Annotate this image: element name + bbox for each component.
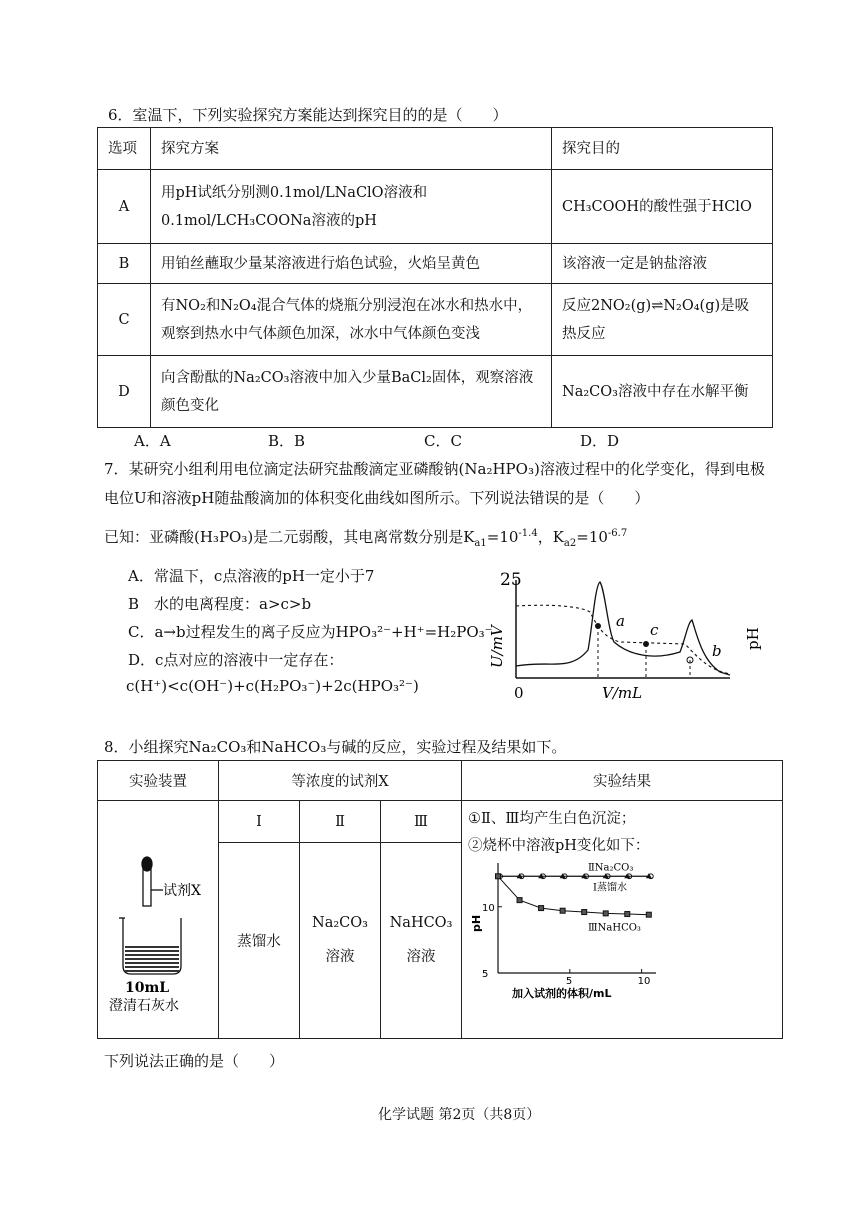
ph-chart-ytick-label: 5 (482, 969, 489, 980)
q6-row-c-plan: 有NO₂和N₂O₄混合气体的烧瓶分别浸泡在冰水和热水中，观察到热水中气体颜色加深，冰水中气体颜色变浅 (151, 284, 552, 356)
page-footer: 化学试题 第2页（共8页） (378, 1107, 541, 1123)
ph-point-nahco3 (560, 908, 565, 913)
q6-row-a-goal: CH₃COOH的酸性强于HClO (552, 170, 773, 244)
q6-choice-c: C．C (424, 432, 462, 450)
q7-option-b: B 水的电离程度：a>c>b (128, 595, 312, 613)
q7-ka1-exp: -1.4 (518, 528, 538, 539)
q8-reagent-1-line1: 蒸馏水 (237, 934, 281, 950)
q6-header-plan: 探究方案 (151, 128, 552, 170)
q7-label-c: c (650, 621, 659, 639)
q8-reagent-3-line2: 溶液 (406, 949, 436, 965)
q6-row-d-plan: 向含酚酞的Na₂CO₃溶液中加入少量BaCl₂固体，观察溶液颜色变化 (151, 356, 552, 428)
q6-row-d-option: D (98, 356, 151, 428)
q7-label-a: a (616, 612, 625, 630)
q6-row-b-goal: 该溶液一定是钠盐溶液 (552, 244, 773, 284)
q7-titration-graph (480, 560, 770, 715)
q7-known-text: 已知：亚磷酸(H₃PO₃)是二元弱酸，其电离常数分别是K (104, 528, 475, 546)
q7-k-sep: ，K (537, 528, 564, 546)
ph-series-label-3: ⅢNaHCO₃ (588, 922, 641, 934)
q8-stem: 8．小组探究Na₂CO₃和NaHCO₃与碱的反应，实验过程及结果如下。 (104, 738, 567, 756)
q7-stem-line1: 7．某研究小组利用电位滴定法研究盐酸滴定亚磷酸钠(Na₂HPO₃)溶液过程中的化学变化，得到电极 (104, 460, 765, 478)
q8-solution-label: 澄清石灰水 (109, 997, 179, 1014)
ph-point-nahco3 (603, 911, 608, 916)
q8-reagent-2-line2: 溶液 (325, 949, 355, 965)
q8-roman-2: Ⅱ (300, 801, 381, 843)
q8-reagent-2 (300, 843, 381, 1039)
q7-graph-xlabel: V/mL (602, 684, 643, 702)
q8-ph-chart (468, 855, 668, 1005)
q8-reagent-2-line1: Na₂CO₃ (312, 915, 368, 931)
q7-graph-origin: 0 (514, 684, 524, 702)
q8-result-2: ②烧杯中溶液pH变化如下： (468, 838, 650, 854)
q6-row-a-option: A (98, 170, 151, 244)
dropper-bulb (142, 857, 152, 871)
q6-choice-b: B．B (268, 432, 306, 450)
ph-chart-xtick-label: 10 (637, 976, 651, 987)
ph-chart-xtick-label: 5 (565, 976, 573, 987)
q8-roman-1: Ⅰ (219, 801, 300, 843)
ph-point-nahco3 (625, 912, 630, 917)
ph-chart-ylabel: pH (470, 914, 483, 932)
q8-reagent-3-line1: NaHCO₃ (389, 915, 453, 931)
q7-option-d-expression: c(H⁺)<c(OH⁻)+c(H₂PO₃⁻)+2c(HPO₃²⁻) (126, 677, 419, 695)
ph-chart-xlabel: 加入试剂的体积/mL (512, 987, 612, 1000)
q7-label-b: b (712, 642, 722, 660)
q6-choice-d: D．D (580, 432, 620, 450)
q7-ka2-val: =10 (576, 528, 608, 546)
q6-row-a-plan: 用pH试纸分别测0.1mol/LNaClO溶液和0.1mol/LCH₃COONa溶液的pH (151, 170, 552, 244)
ph-point-nahco3 (646, 912, 651, 917)
q7-ka2-exp: -6.7 (607, 528, 628, 539)
q7-ka1-sub: a1 (474, 538, 487, 549)
q8-tail: 下列说法正确的是（ ） (104, 1052, 285, 1070)
ph-chart-ytick-label: 10 (482, 902, 495, 914)
q7-point-a (595, 623, 601, 629)
q7-ka2-sub: a2 (563, 538, 577, 549)
q8-result-cell (462, 801, 783, 1039)
ph-series-label-1: ⅡNa₂CO₃ (588, 862, 634, 874)
ph-point-nahco3 (517, 898, 522, 903)
q7-graph-ylabel-right: pH (744, 627, 762, 650)
q6-table (97, 127, 773, 428)
q8-volume-label: 10mL (125, 979, 170, 996)
q8-header-result: 实验结果 (462, 761, 783, 801)
q6-choice-a: A．A (134, 432, 171, 450)
q8-reagent-label: 试剂X (163, 882, 201, 899)
q6-row-b-plan: 用铂丝蘸取少量某溶液进行焰色试验，火焰呈黄色 (151, 244, 552, 284)
q7-stem-line2: 电位U和溶液pH随盐酸滴加的体积变化曲线如图所示。下列说法错误的是（ ） (104, 489, 650, 507)
q7-known (104, 526, 627, 549)
q7-option-d: D．c点对应的溶液中一定存在： (128, 651, 344, 669)
q7-graph-ytop: 25 (500, 570, 522, 590)
q7-graph-ylabel: U/mV (488, 625, 506, 668)
beaker-liquid (125, 944, 179, 972)
ph-point-nahco3 (539, 906, 544, 911)
q8-roman-3: Ⅲ (381, 801, 462, 843)
ph-point-nahco3 (582, 910, 587, 915)
dropper-tube (143, 868, 151, 906)
q6-row-d-goal: Na₂CO₃溶液中存在水解平衡 (552, 356, 773, 428)
q6-header-option: 选项 (98, 128, 151, 170)
q8-header-setup: 实验装置 (98, 761, 219, 801)
q7-point-c (643, 641, 649, 647)
q6-row-c-goal: 反应2NO₂(g)⇌N₂O₄(g)是吸热反应 (552, 284, 773, 356)
q6-header-goal: 探究目的 (552, 128, 773, 170)
q8-header-reagent: 等浓度的试剂X (219, 761, 462, 801)
q8-result-1: ①Ⅱ、Ⅲ均产生白色沉淀； (468, 811, 636, 827)
ph-series-label-2: Ⅰ蒸馏水 (593, 882, 627, 894)
q8-reagent-3 (381, 843, 462, 1039)
q8-apparatus-drawing (99, 818, 217, 1018)
q6-row-c-option: C (98, 284, 151, 356)
q8-apparatus-cell (98, 801, 219, 1039)
q6-row-b-option: B (98, 244, 151, 284)
q7-option-a: A．常温下，c点溶液的pH一定小于7 (128, 567, 375, 585)
q7-option-c: C．a→b过程发生的离子反应为HPO₃²⁻+H⁺=H₂PO₃⁻ (128, 623, 493, 641)
q8-reagent-1 (219, 843, 300, 1039)
q7-ka1-val: =10 (486, 528, 519, 546)
q8-table (97, 760, 783, 1039)
ph-point-nahco3 (496, 874, 501, 879)
q6-stem: 6．室温下，下列实验探究方案能达到探究目的的是（ ） (108, 106, 508, 124)
